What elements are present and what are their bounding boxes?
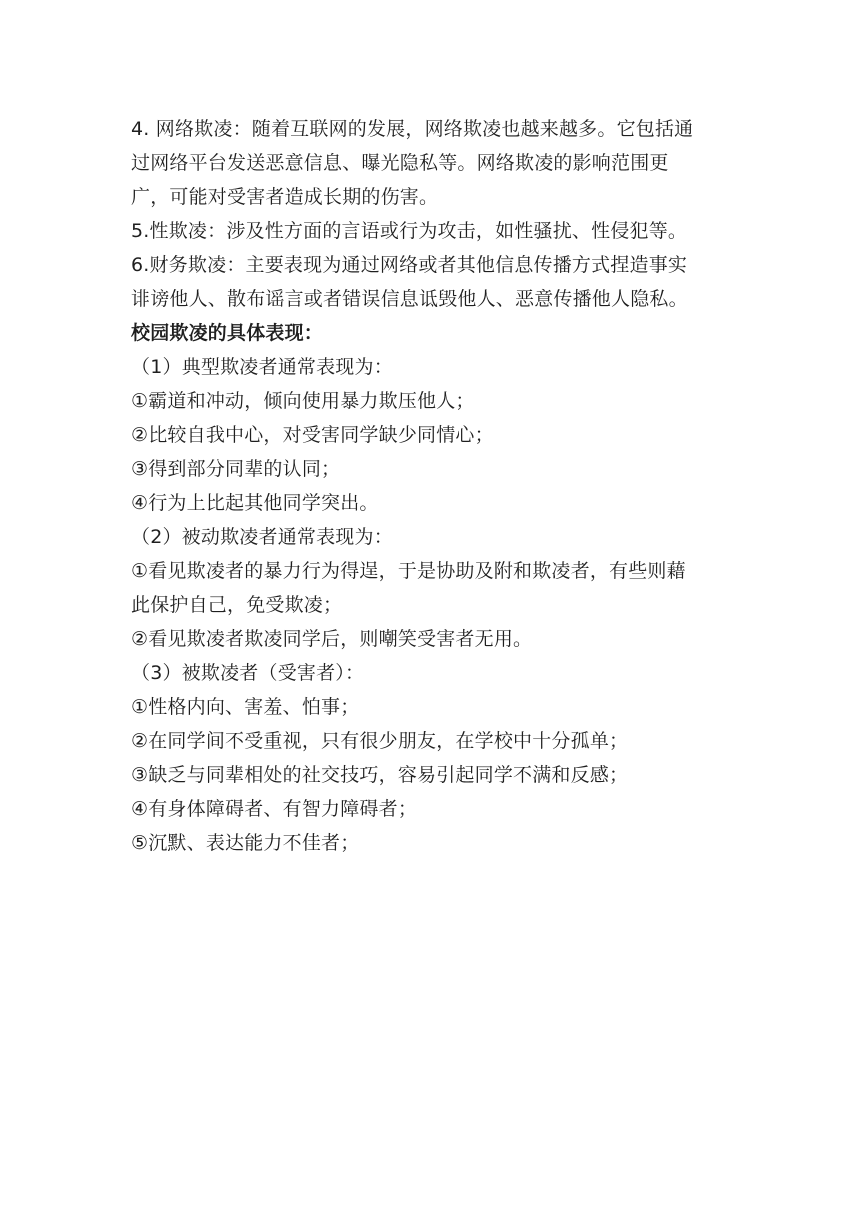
- subheading-victims: （3）被欺凌者（受害者）：: [131, 662, 365, 684]
- subheading-typical-bullies: （1）典型欺凌者通常表现为：: [131, 356, 393, 378]
- paragraph-cyber-bullying-line-2: 过网络平台发送恶意信息、曝光隐私等。网络欺凌的影响范围更: [131, 152, 669, 174]
- paragraph-cyber-bullying-line-1: 4. 网络欺凌：随着互联网的发展，网络欺凌也越来越多。它包括通: [131, 118, 694, 140]
- document-body: [131, 112, 731, 860]
- section-heading: 校园欺凌的具体表现：: [131, 322, 324, 344]
- list-item: ①霸道和冲动，倾向使用暴力欺压他人；: [131, 390, 475, 412]
- list-item: ③缺乏与同辈相处的社交技巧，容易引起同学不满和反感；: [131, 764, 629, 786]
- paragraph-financial-bullying-line-2: 诽谤他人、散布谣言或者错误信息诋毁他人、恶意传播他人隐私。: [131, 288, 688, 310]
- paragraph-financial-bullying-line-1: 6.财务欺凌：主要表现为通过网络或者其他信息传播方式捏造事实: [131, 254, 688, 276]
- list-item: ②在同学间不受重视，只有很少朋友，在学校中十分孤单；: [131, 730, 629, 752]
- list-item: ②看见欺凌者欺凌同学后，则嘲笑受害者无用。: [131, 628, 533, 650]
- subheading-passive-bullies: （2）被动欺凌者通常表现为：: [131, 526, 393, 548]
- list-item: ④行为上比起其他同学突出。: [131, 492, 379, 514]
- paragraph-cyber-bullying-line-3: 广，可能对受害者造成长期的伤害。: [131, 186, 439, 208]
- paragraph-sexual-bullying: 5.性欺凌：涉及性方面的言语或行为攻击，如性骚扰、性侵犯等。: [131, 220, 688, 242]
- list-item: ④有身体障碍者、有智力障碍者；: [131, 798, 418, 820]
- list-item: ①性格内向、害羞、怕事；: [131, 696, 360, 718]
- list-item: ⑤沉默、表达能力不佳者；: [131, 832, 360, 854]
- list-item: ①看见欺凌者的暴力行为得逞，于是协助及附和欺凌者，有些则藉: [131, 560, 686, 582]
- list-item: ②比较自我中心，对受害同学缺少同情心；: [131, 424, 494, 446]
- list-item-continuation: 此保护自己，免受欺凌；: [131, 594, 343, 616]
- list-item: ③得到部分同辈的认同；: [131, 458, 341, 480]
